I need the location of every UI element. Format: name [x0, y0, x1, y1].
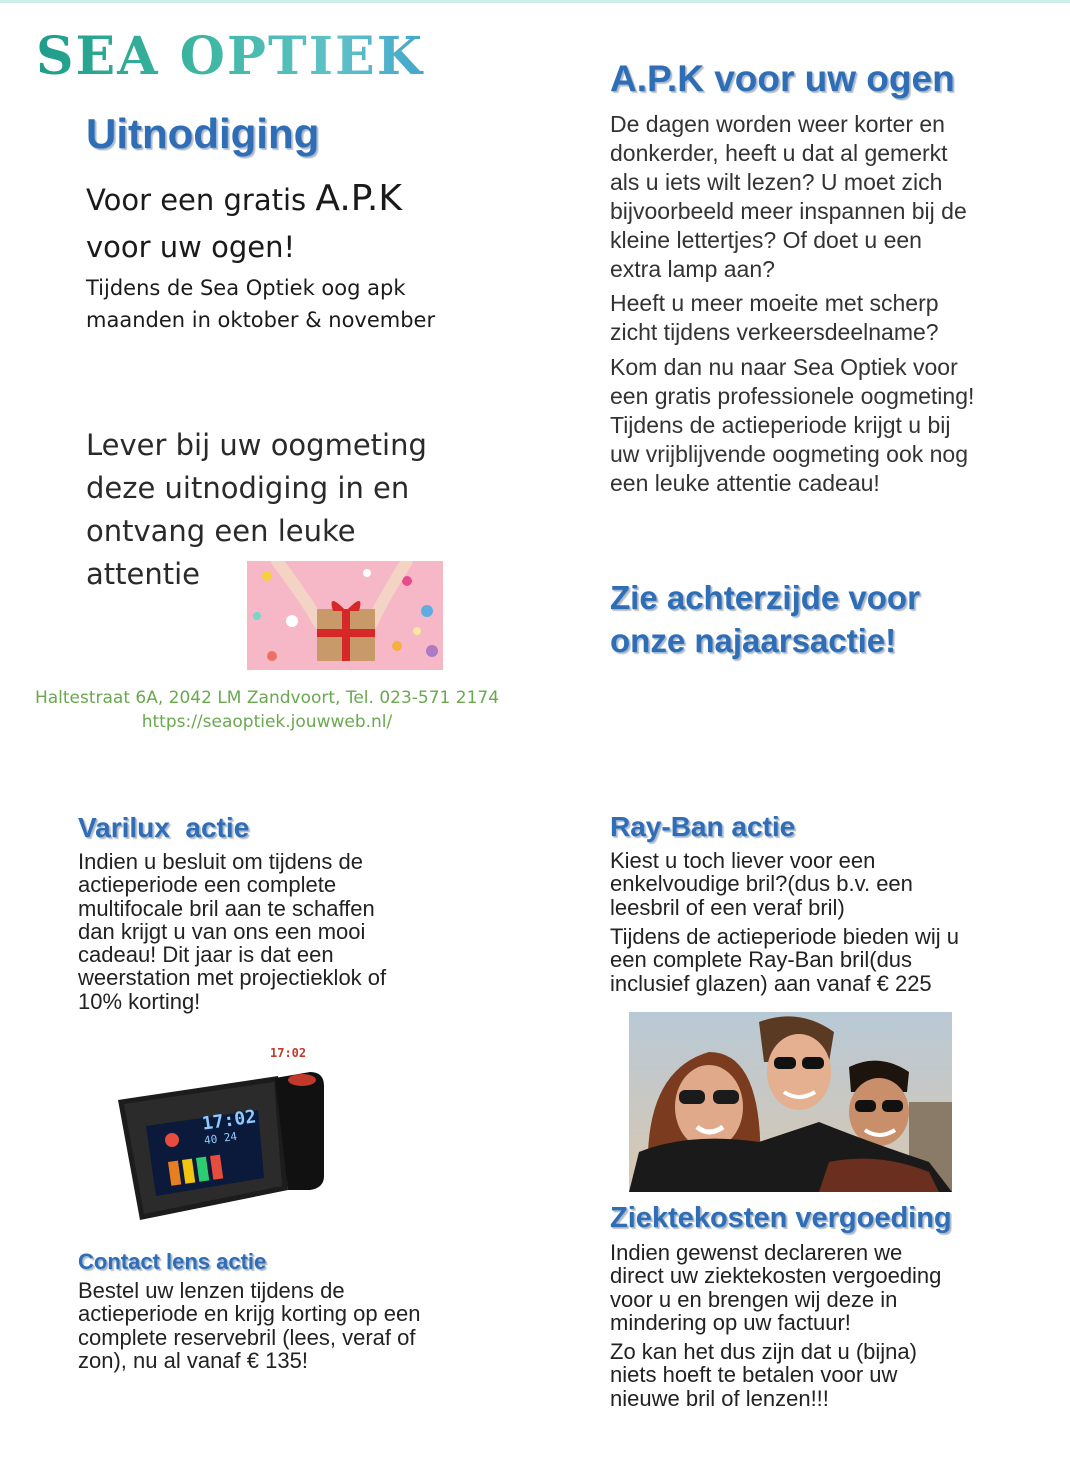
text-line: Tijdens de actieperiode bieden wij u — [610, 924, 959, 949]
text-line: actieperiode een complete — [78, 872, 337, 898]
top-border — [0, 0, 1070, 3]
text-line: zicht tijdens verkeersdeelname? — [610, 319, 939, 345]
deliver-line: attentie — [86, 557, 201, 591]
text-line: inclusief glazen) aan vanaf € 225 — [610, 970, 932, 996]
text-line: De dagen worden weer korter en — [610, 111, 945, 137]
varilux-text — [78, 850, 386, 1013]
varilux-title: Varilux actie — [78, 812, 250, 843]
text-line: leesbril of een veraf bril) — [610, 894, 845, 920]
text-line: direct uw ziektekosten vergoeding — [610, 1263, 942, 1289]
text-line: Kiest u toch liever voor een — [610, 848, 876, 873]
backside-notice — [610, 576, 920, 662]
projected-time: 17:02 — [270, 1046, 307, 1060]
text-line: cadeau! Dit jaar is dat een — [78, 942, 334, 968]
apk-title: A.P.K voor uw ogen — [610, 58, 955, 99]
text-line: 10% korting! — [78, 988, 201, 1014]
text-line: Indien u besluit om tijdens de — [78, 849, 363, 874]
invite-line1-apk: A.P.K — [315, 178, 402, 219]
apk-paragraph-3 — [610, 353, 974, 498]
text-line: een complete Ray-Ban bril(dus — [610, 947, 913, 973]
text-line: bijvoorbeeld meer inspannen bij de — [610, 198, 967, 224]
text-line: donkerder, heeft u dat al gemerkt — [610, 140, 948, 166]
text-line: Zo kan het dus zijn dat u (bijna) — [610, 1339, 917, 1364]
text-line: een leuke attentie cadeau! — [610, 470, 880, 496]
deliver-line: Lever bij uw oogmeting — [86, 428, 427, 462]
text-line: uw vrijblijvende oogmeting ook nog — [610, 441, 968, 467]
text-line: Tijdens de actieperiode krijgt u bij — [610, 412, 951, 438]
projection-clock-photo — [110, 1040, 335, 1225]
invite-line2: voor uw ogen! — [86, 230, 296, 264]
gift-photo — [247, 561, 443, 670]
text-line: nieuwe bril of lenzen!!! — [610, 1385, 829, 1411]
text-line: mindering op uw factuur! — [610, 1309, 851, 1335]
text-line: zon), nu al vanaf € 135! — [78, 1347, 308, 1373]
text-line: Bestel uw lenzen tijdens de — [78, 1278, 345, 1303]
text-line: extra lamp aan? — [610, 256, 775, 282]
backside-line: onze najaarsactie! — [610, 622, 897, 659]
clock-time-display: 17:02 — [200, 1106, 258, 1135]
rayban-paragraph-2 — [610, 925, 959, 995]
backside-line: Zie achterzijde voor — [610, 579, 920, 616]
text-line: Kom dan nu naar Sea Optiek voor — [610, 354, 958, 380]
apk-paragraph-1 — [610, 110, 967, 284]
ziektekosten-title: Ziektekosten vergoeding — [610, 1202, 952, 1234]
address-line: Haltestraat 6A, 2042 LM Zandvoort, Tel. 023-571 2174 — [34, 688, 500, 708]
text-line: complete reservebril (lees, veraf of — [78, 1324, 416, 1350]
apk-paragraph-2 — [610, 289, 939, 347]
text-line: Heeft u meer moeite met scherp — [610, 290, 939, 316]
text-line: Indien gewenst declareren we — [610, 1240, 903, 1265]
text-line: kleine lettertjes? Of doet u een — [610, 227, 922, 253]
rayban-paragraph-1 — [610, 849, 913, 919]
invite-line1 — [86, 178, 402, 219]
ziektekosten-paragraph-2 — [610, 1340, 917, 1410]
contact-text — [78, 1279, 420, 1372]
deliver-line: deze uitnodiging in en — [86, 471, 410, 505]
text-line: actieperiode en krijg korting op een — [78, 1301, 421, 1327]
invite-line4: maanden in oktober & november — [86, 308, 436, 332]
rayban-title: Ray-Ban actie — [610, 811, 796, 842]
text-line: niets hoeft te betalen voor uw — [610, 1362, 898, 1388]
invite-line3: Tijdens de Sea Optiek oog apk — [86, 276, 406, 300]
text-line: als u iets wilt lezen? U moet zich — [610, 169, 943, 195]
text-line: weerstation met projectieklok of — [78, 965, 387, 991]
brand-logo: SEA OPTIEK — [36, 26, 496, 96]
rayban-people-photo — [629, 1012, 952, 1192]
clock-temp-display: 40 24 — [203, 1129, 238, 1148]
invite-line1-text: Voor een gratis — [86, 183, 316, 217]
text-line: multifocale bril aan te schaffen — [78, 895, 375, 921]
invite-title: Uitnodiging — [86, 110, 320, 157]
website-link[interactable]: https://seaoptiek.jouwweb.nl/ — [141, 712, 393, 732]
text-line: een gratis professionele oogmeting! — [610, 383, 975, 409]
contact-title: Contact lens actie — [78, 1249, 267, 1274]
text-line: voor u en brengen wij deze in — [610, 1286, 898, 1312]
deliver-line: ontvang een leuke — [86, 514, 356, 548]
text-line: enkelvoudige bril?(dus b.v. een — [610, 871, 913, 897]
text-line: dan krijgt u van ons een mooi — [78, 918, 366, 944]
ziektekosten-paragraph-1 — [610, 1241, 941, 1334]
